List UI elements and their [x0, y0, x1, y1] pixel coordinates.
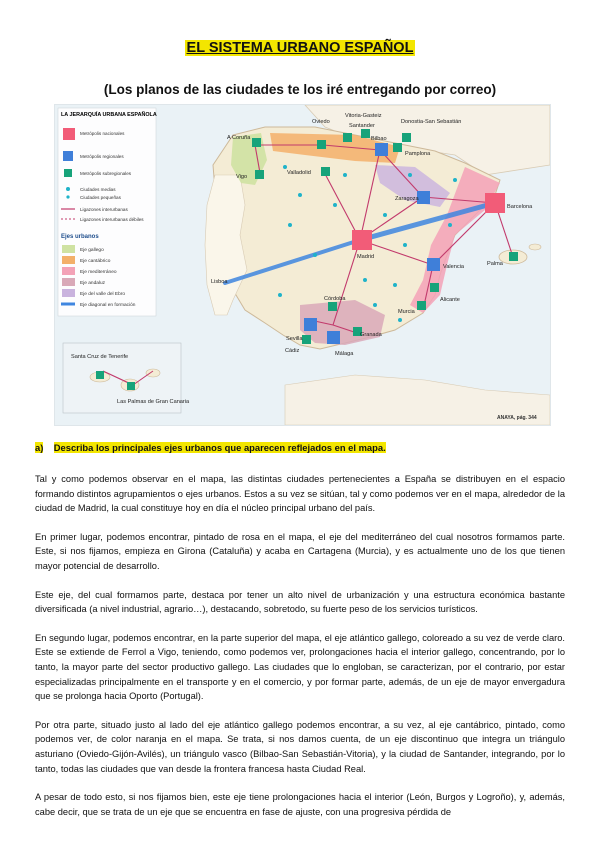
- label-alicante: Alicante: [440, 297, 460, 303]
- legend-galician: Eje gallego: [80, 248, 104, 253]
- map-credit: ANAYA, pág. 344: [497, 415, 537, 421]
- legend-mediterranean: Eje mediterráneo: [80, 270, 117, 275]
- legend-regional: Metrópolis regionales: [80, 154, 124, 159]
- label-bilbao: Bilbao: [371, 136, 387, 142]
- label-cadiz: Cádiz: [285, 348, 300, 354]
- paragraph: En primer lugar, podemos encontrar, pintado de rosa en el mapa, el eje del mediterráneo del cual nosotros formamos parte. Este, si nos fijamos, empieza en Girona (Cataluña) y acaba en Cartagena (Murcia), y es actualmente uno de los que tienen mayor potencial de desarrollo.: [35, 531, 565, 571]
- label-oviedo: Oviedo: [312, 119, 330, 125]
- label-valladolid: Valladolid: [287, 170, 311, 176]
- label-zaragoza: Zaragoza: [395, 196, 419, 202]
- label-vitoria: Vitoria-Gasteiz: [345, 113, 382, 119]
- paragraph: Tal y como podemos observar en el mapa, las distintas ciudades pertenecientes a España se distribuyen en el espacio formando distintos agrupamientos o ejes urbanos. Estos a su vez se sitúan, tal y como podemos ver en el mapa, alrededor de la ciudad de Madrid, la cual constituye hoy en día el núcleo principal urbano del país.: [35, 474, 565, 514]
- legend-diagonal: Eje diagonal en formación: [80, 303, 136, 308]
- legend-subregional: Metrópolis subregionales: [80, 171, 132, 176]
- legend-small-cities: Ciudades pequeñas: [80, 195, 121, 200]
- map-svg: [55, 105, 550, 425]
- paragraph: A pesar de todo esto, si nos fijamos bien, este eje tiene prolongaciones hacia el interior (León, Burgos y Logroño), y, además, cabe decir, que se trata de un eje que se encuentra en fase de ajuste, con una progresiva pérdida de: [35, 792, 565, 817]
- answer-body: [35, 472, 565, 833]
- label-palma: Palma: [487, 261, 503, 267]
- axes-title: Ejes urbanos: [61, 234, 99, 240]
- legend-title: LA JERARQUÍA URBANA ESPAÑOLA: [61, 112, 157, 118]
- legend-weak-links: Ligazones interurbanas débiles: [80, 217, 144, 222]
- legend-ebro: Eje del valle del Ebro: [80, 292, 126, 297]
- legend-national: Metrópolis nacionales: [80, 131, 125, 136]
- legend-links: Ligazones interurbanas: [80, 207, 128, 212]
- barcelona-marker: [485, 193, 505, 213]
- label-lisboa: Lisboa: [211, 279, 228, 285]
- paragraph: Este eje, del cual formamos parte, destaca por tener un alto nivel de urbanización y una estructura económica bastante diversificada (a nivel industrial, agrario…), destacando, sobretodo, su fuerte peso de los servicios turísticos.: [35, 589, 565, 615]
- label-pamplona: Pamplona: [405, 151, 431, 157]
- label-malaga: Málaga: [335, 351, 354, 357]
- madrid-marker: [352, 230, 372, 250]
- label-cordoba: Córdoba: [324, 296, 346, 302]
- page-title: EL SISTEMA URBANO ESPAÑOL: [186, 40, 414, 56]
- legend-medium-cities: Ciudades medias: [80, 187, 116, 192]
- paragraph: Por otra parte, situado justo al lado del eje atlántico gallego podemos encontrar, a su vez, al eje cantábrico, pintado, como podemos ver, de color naranja en el mapa. Se trata, si nos damos cuenta, de un eje discontinuo que integra un triángulo asturiano (Oviedo-Gijón-Avilés), un triángulo vasco (Bilbao-San Sebastián-Vitoria), y la ciudad de Santander, integrando, por lo tanto, todas las ciudades que van desde la frontera francesa hasta Ciudad Real.: [35, 719, 565, 774]
- label-barcelona: Barcelona: [507, 204, 533, 210]
- paragraph: En segundo lugar, podemos encontrar, en la parte superior del mapa, el eje atlántico gallego, coloreado a su vez de verde claro. Este se extiende de Ferrol a Vigo, teniendo, como podemos ver, prolongaciones hacia el interior gallego, concentrando, por lo tanto, la mayor parte del sector productivo gallego. Las ciudades que lo engloban, se caracterizan, por el contrario, por estar especializadas principalmente en el transporte y en el comercio, y por formar parte, además, de un eje de mayor envergadura que se prolonga hacia Oporto (Portugal).: [35, 632, 565, 702]
- label-vigo: Vigo: [236, 174, 248, 180]
- label-madrid: Madrid: [357, 254, 375, 260]
- label-granada: Granada: [360, 332, 382, 338]
- urban-hierarchy-map: [54, 104, 551, 426]
- legend-andalusian: Eje andaluz: [80, 281, 106, 286]
- label-donostia: Donostia-San Sebastián: [401, 119, 462, 125]
- page-subtitle: (Los planos de las ciudades te los iré entregando por correo): [103, 82, 497, 97]
- question: a) Describa los principales ejes urbanos que aparecen reflejados en el mapa.: [35, 442, 386, 453]
- label-coruna: A Coruña: [227, 135, 251, 141]
- label-sevilla: Sevilla: [286, 336, 303, 342]
- label-murcia: Murcia: [398, 309, 415, 315]
- label-valencia: Valencia: [443, 264, 465, 270]
- label-santander: Santander: [349, 123, 375, 129]
- label-tenerife: Santa Cruz de Tenerife: [71, 354, 129, 360]
- legend-cantabrian: Eje cantábrico: [80, 259, 111, 264]
- label-laspalmas: Las Palmas de Gran Canaria: [117, 399, 190, 405]
